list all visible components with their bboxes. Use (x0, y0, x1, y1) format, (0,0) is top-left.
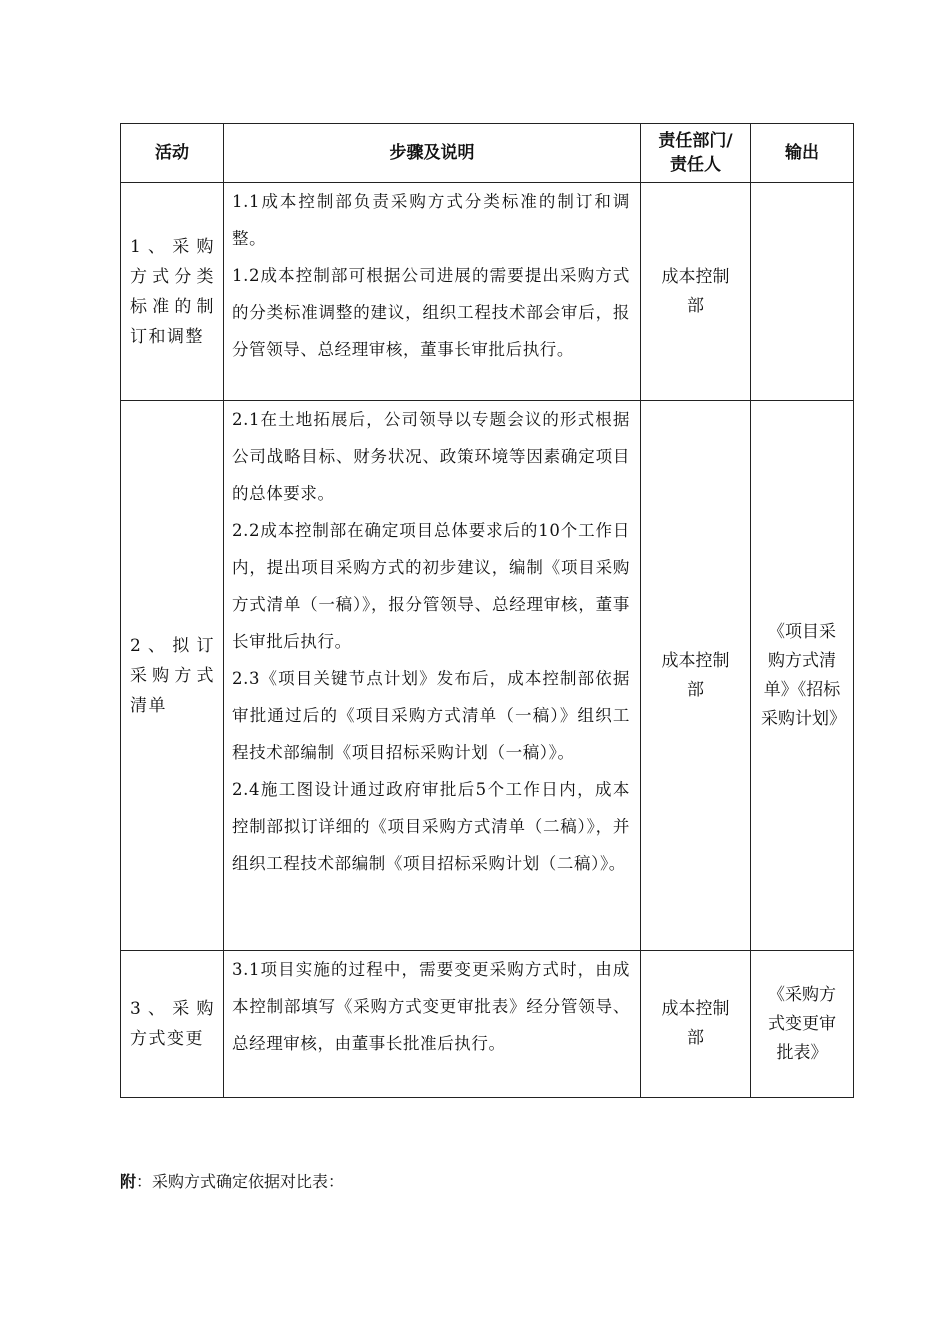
step-text: 1.2成本控制部可根据公司进展的需要提出采购方式的分类标准调整的建议，组织工程技术部会审后，报分管领导、总经理审核，董事长审批后执行。 (232, 266, 630, 359)
step-text: 3.1项目实施的过程中，需要变更采购方式时，由成本控制部填写《采购方式变更审批表》经分管领导、总经理审核，由董事长批准后执行。 (232, 960, 630, 1053)
appendix-label: 附 (120, 1172, 137, 1191)
table-row (121, 951, 854, 1098)
table-header-row (121, 124, 854, 183)
activity-cell: 3、采购方式变更 (121, 951, 224, 1098)
steps-cell (224, 183, 641, 401)
header-dept-line1: 责任部门/ (658, 131, 733, 151)
header-activity: 活动 (121, 124, 224, 183)
activity-cell: 2、拟订采购方式清单 (121, 401, 224, 951)
steps-cell (224, 951, 641, 1098)
table-row (121, 183, 854, 401)
appendix-note (120, 1171, 344, 1193)
header-steps: 步骤及说明 (224, 124, 641, 183)
output-cell (751, 183, 854, 401)
output-cell: 《采购方式变更审批表》 (751, 951, 854, 1098)
step-text: 2.1在土地拓展后，公司领导以专题会议的形式根据公司战略目标、财务状况、政策环境等因素确定项目的总体要求。 (232, 410, 630, 503)
header-dept (641, 124, 751, 183)
header-dept-line2: 责任人 (670, 155, 721, 175)
dept-cell: 成本控制部 (641, 401, 751, 951)
dept-cell: 成本控制部 (641, 951, 751, 1098)
step-text: 1.1成本控制部负责采购方式分类标准的制订和调整。 (232, 192, 630, 248)
process-table (120, 123, 854, 1098)
output-cell: 《项目采购方式清单》《招标采购计划》 (751, 401, 854, 951)
steps-cell (224, 401, 641, 951)
step-text: 2.2成本控制部在确定项目总体要求后的10个工作日内，提出项目采购方式的初步建议，编制《项目采购方式清单（一稿）》，报分管领导、总经理审核，董事长审批后执行。 (232, 521, 630, 651)
appendix-text: ：采购方式确定依据对比表： (136, 1172, 345, 1191)
activity-cell: 1、采购方式分类标准的制订和调整 (121, 183, 224, 401)
step-text: 2.3《项目关键节点计划》发布后，成本控制部依据审批通过后的《项目采购方式清单（一稿）》组织工程技术部编制《项目招标采购计划（一稿）》。 (232, 669, 630, 762)
table-row (121, 401, 854, 951)
dept-cell: 成本控制部 (641, 183, 751, 401)
header-output: 输出 (751, 124, 854, 183)
step-text: 2.4施工图设计通过政府审批后5个工作日内，成本控制部拟订详细的《项目采购方式清单（二稿）》，并组织工程技术部编制《项目招标采购计划（二稿）》。 (232, 780, 630, 873)
